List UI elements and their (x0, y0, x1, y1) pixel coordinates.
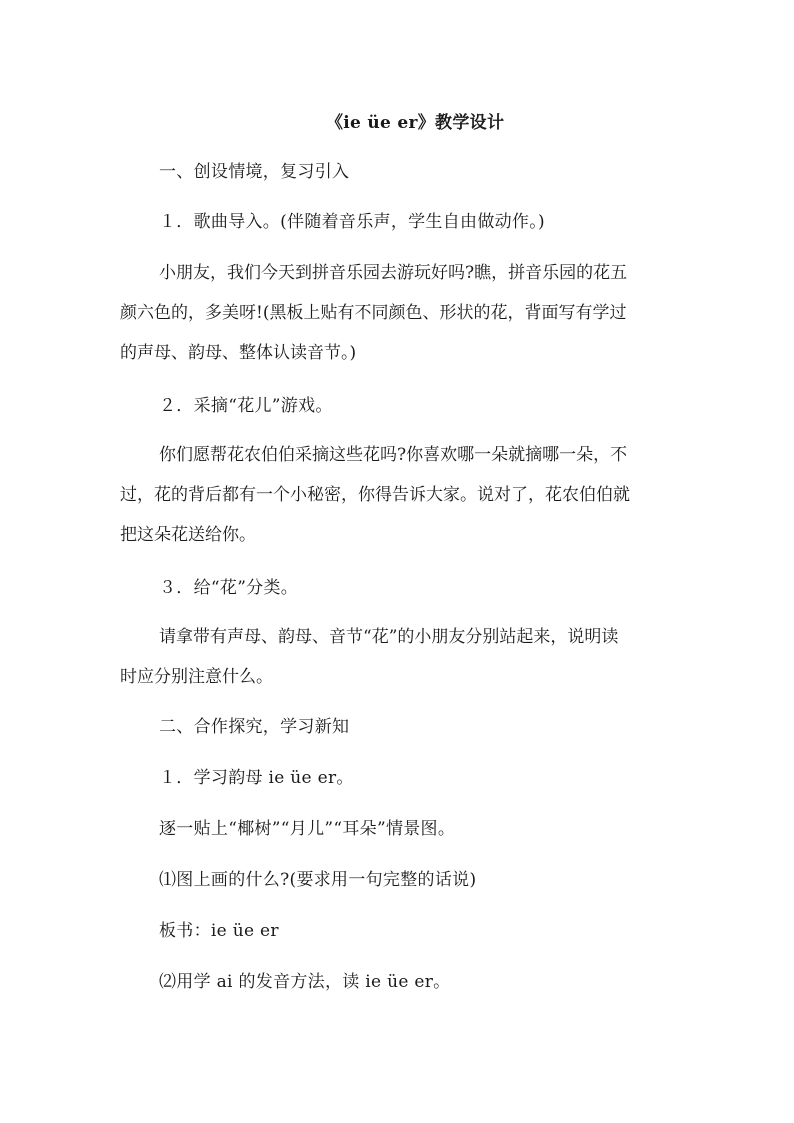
list-item-learn-finals: １．学习韵母 ie üe er。 (159, 768, 354, 788)
paragraph-line: 颜六色的，多美呀!(黑板上贴有不同颜色、形状的花，背面写有学过 (120, 303, 627, 323)
list-item-song-intro: １．歌曲导入。(伴随着音乐声，学生自由做动作。) (159, 212, 545, 232)
paragraph-line: 过，花的背后都有一个小秘密，你得告诉大家。说对了，花农伯伯就 (120, 485, 630, 505)
paragraph-intro (120, 262, 676, 364)
paragraph-line: 小朋友，我们今天到拼音乐园去游玩好吗?瞧，拼音乐园的花五 (159, 263, 628, 283)
paragraph-line: 你们愿帮花农伯伯采摘这些花吗?你喜欢哪一朵就摘哪一朵，不 (159, 445, 628, 465)
paragraph-line: 的声母、韵母、整体认读音节。) (120, 343, 357, 363)
text-question-2: ⑵用学 ai 的发音方法，读 ie üe er。 (159, 972, 451, 992)
section-heading-1: 一、创设情境，复习引入 (159, 162, 350, 182)
paragraph-line: 请拿带有声母、韵母、音节“花”的小朋友分别站起来，说明读 (159, 627, 619, 647)
document-title: 《ie üe er》教学设计 (326, 113, 505, 133)
text-board-writing: 板书：ie üe er (159, 921, 279, 941)
list-item-flower-game: ２．采摘“花儿”游戏。 (159, 396, 333, 416)
paragraph-classify (120, 626, 676, 688)
list-item-flower-classify: ３．给“花”分类。 (159, 578, 299, 598)
section-heading-2: 二、合作探究，学习新知 (159, 717, 350, 737)
paragraph-line: 时应分别注意什么。 (120, 667, 273, 687)
text-question-1: ⑴图上画的什么?(要求用一句完整的话说) (159, 870, 477, 890)
text-pictures-posted: 逐一贴上“椰树”“月儿”“耳朵”情景图。 (159, 819, 456, 839)
paragraph-flower-game (120, 444, 676, 546)
paragraph-line: 把这朵花送给你。 (120, 525, 256, 545)
